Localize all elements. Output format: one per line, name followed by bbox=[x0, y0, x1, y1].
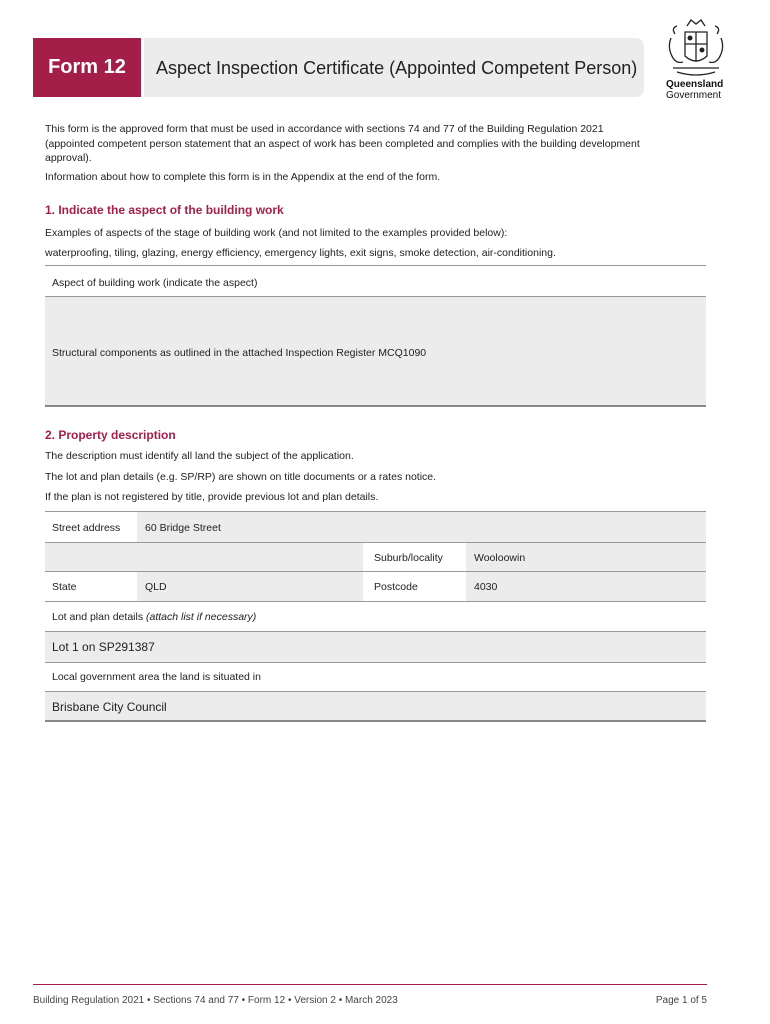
form-number-badge: Form 12 bbox=[33, 38, 144, 97]
state-postcode-row bbox=[45, 571, 706, 601]
section-2-heading: 2. Property description bbox=[45, 428, 176, 442]
intro-line-1: This form is the approved form that must be used in accordance with sections 74 and 77 of the Building Regulation 2021 bbox=[45, 123, 604, 135]
intro-line-2: (appointed competent person statement that an aspect of work has been completed and complies with the building development bbox=[45, 138, 640, 150]
street-address-field[interactable] bbox=[137, 512, 706, 542]
state-label: State bbox=[52, 581, 77, 593]
suburb-row bbox=[45, 542, 706, 571]
queensland-government-logo bbox=[660, 18, 735, 103]
intro-line-4: Information about how to complete this form is in the Appendix at the end of the form. bbox=[45, 171, 441, 183]
form-title: Aspect Inspection Certificate (Appointed Competent Person) bbox=[156, 58, 638, 78]
examples-intro: Examples of aspects of the stage of building work (and not limited to the examples provided below): bbox=[45, 227, 508, 239]
lga-field[interactable] bbox=[45, 691, 706, 722]
lot-plan-field[interactable] bbox=[45, 631, 706, 662]
lot-plan-value: Lot 1 on SP291387 bbox=[52, 640, 155, 654]
page-number: Page 1 of 5 bbox=[655, 995, 707, 1006]
lot-plan-label-row bbox=[45, 601, 706, 631]
suburb-field[interactable] bbox=[466, 543, 706, 571]
logo-text-government: Government bbox=[666, 90, 722, 101]
postcode-label: Postcode bbox=[374, 581, 418, 593]
examples-list: waterproofing, tiling, glazing, energy efficiency, emergency lights, exit signs, smoke detection, air-conditioning. bbox=[45, 247, 556, 259]
street-address-value: 60 Bridge Street bbox=[145, 522, 221, 534]
street-address-row bbox=[45, 511, 706, 542]
property-line-1: The description must identify all land the subject of the application. bbox=[45, 450, 354, 462]
property-line-2: The lot and plan details (e.g. SP/RP) are shown on title documents or a rates notice. bbox=[45, 471, 437, 483]
lot-plan-label-text: Lot and plan details bbox=[52, 611, 144, 623]
intro-line-3: approval). bbox=[45, 152, 92, 164]
aspect-field-label: Aspect of building work (indicate the aspect) bbox=[52, 277, 258, 289]
lga-value: Brisbane City Council bbox=[52, 700, 167, 714]
street-address-label: Street address bbox=[52, 522, 121, 534]
suburb-label: Suburb/locality bbox=[374, 552, 443, 564]
footer-divider bbox=[33, 984, 707, 985]
property-line-3: If the plan is not registered by title, provide previous lot and plan details. bbox=[45, 491, 379, 503]
lga-label: Local government area the land is situated in bbox=[52, 671, 261, 683]
state-field[interactable] bbox=[137, 572, 363, 601]
lot-plan-label bbox=[52, 611, 256, 623]
aspect-label-row bbox=[45, 265, 706, 296]
footer-reference: Building Regulation 2021 • Sections 74 and 77 • Form 12 • Version 2 • March 2023 bbox=[33, 995, 398, 1006]
lga-label-row bbox=[45, 662, 706, 691]
coat-of-arms-icon bbox=[663, 18, 729, 78]
lot-plan-label-note: (attach list if necessary) bbox=[146, 611, 257, 623]
street-address-field-cont[interactable] bbox=[45, 543, 363, 571]
postcode-field[interactable] bbox=[466, 572, 706, 601]
aspect-field-value: Structural components as outlined in the attached Inspection Register MCQ1090 bbox=[52, 347, 427, 359]
postcode-value: 4030 bbox=[474, 581, 498, 593]
section-1-heading: 1. Indicate the aspect of the building work bbox=[45, 203, 284, 217]
suburb-value: Wooloowin bbox=[474, 552, 526, 564]
aspect-input-field[interactable] bbox=[45, 296, 706, 407]
state-value: QLD bbox=[145, 581, 167, 593]
logo-text-queensland: Queensland bbox=[666, 79, 724, 90]
